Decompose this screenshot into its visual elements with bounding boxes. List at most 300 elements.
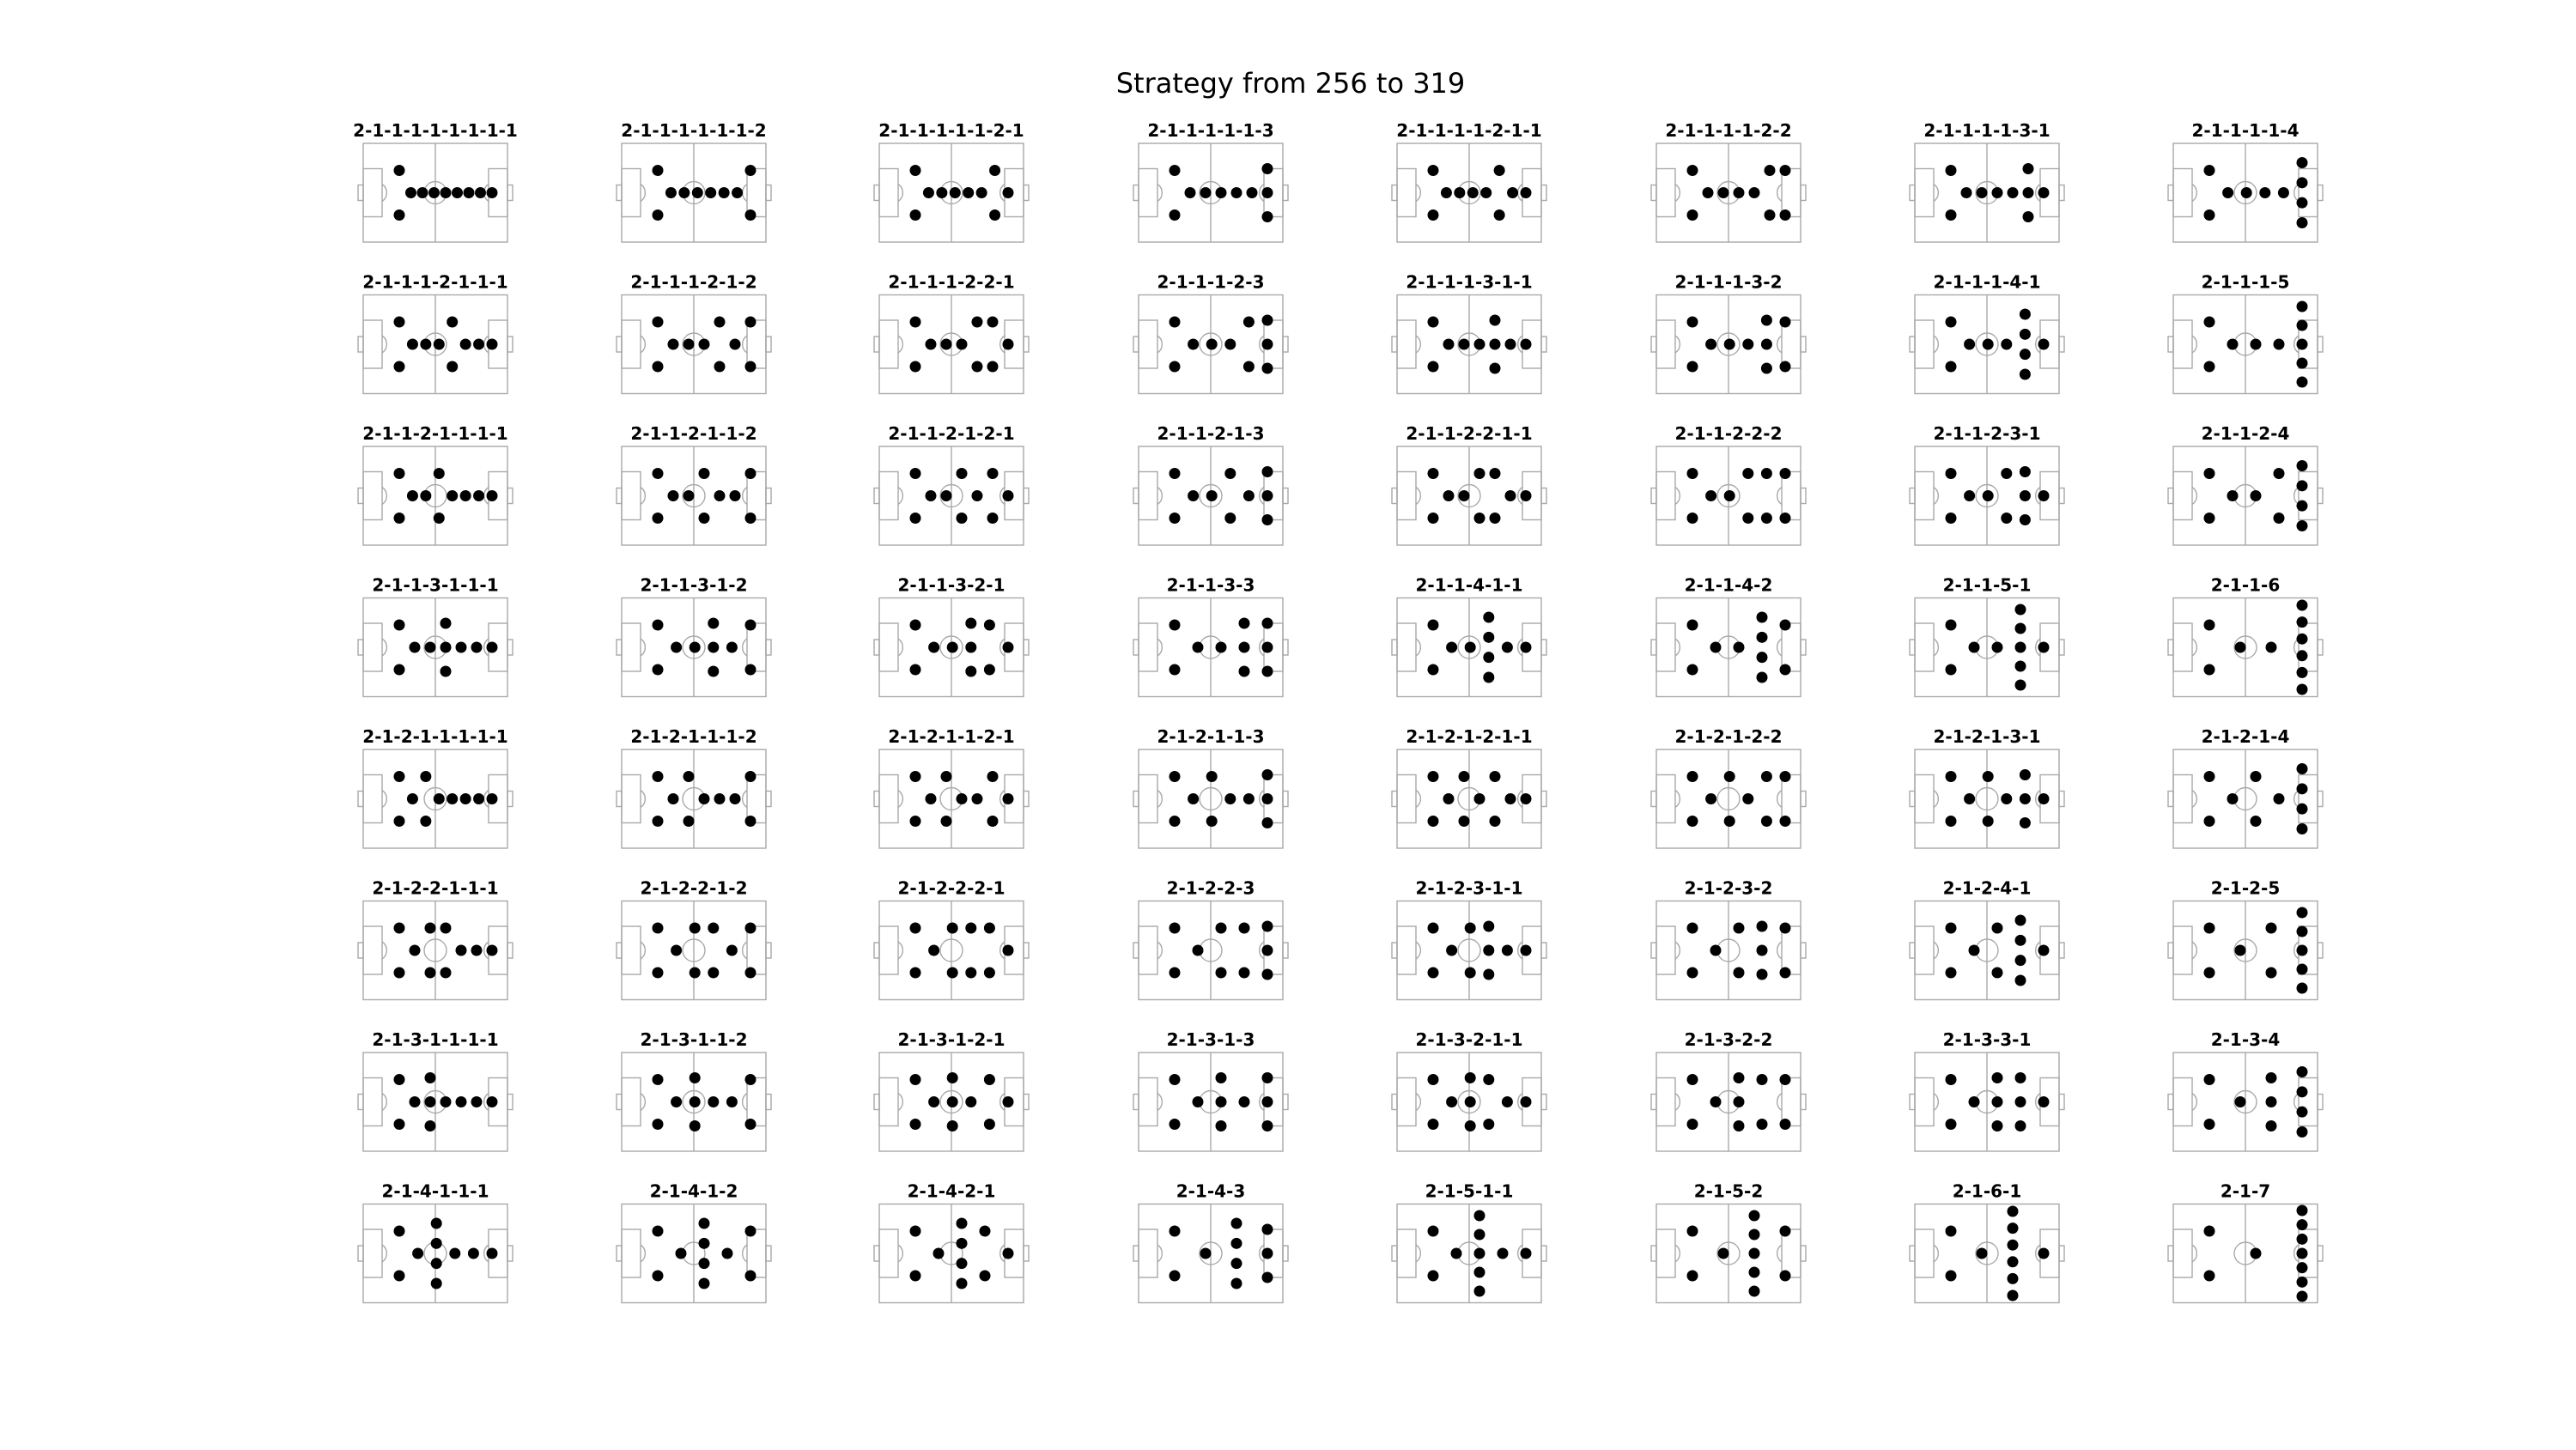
player-marker [394, 620, 405, 631]
player-marker [1170, 468, 1181, 479]
player-marker [745, 317, 756, 328]
player-marker [1262, 1224, 1273, 1235]
player-marker [1170, 317, 1181, 328]
player-marker [431, 1238, 442, 1249]
player-marker [745, 968, 756, 979]
player-marker [1446, 945, 1457, 956]
player-marker [1757, 1074, 1768, 1085]
formation-label: 2-1-2-1-1-1-1-1 [362, 726, 508, 747]
player-marker [1761, 315, 1772, 326]
player-marker [963, 187, 974, 198]
player-marker [683, 490, 695, 501]
player-marker [2297, 684, 2308, 695]
player-marker [1490, 315, 1501, 326]
player-marker [1749, 1229, 1760, 1241]
player-marker [471, 945, 483, 956]
player-marker [923, 187, 934, 198]
formation-label: 2-1-2-1-4 [2201, 726, 2290, 747]
player-marker [1734, 187, 1745, 198]
player-marker [1170, 1119, 1181, 1130]
player-marker [1992, 187, 2003, 198]
player-marker [699, 468, 710, 479]
player-marker [1749, 1267, 1760, 1278]
formation-label: 2-1-1-3-1-2 [640, 574, 748, 596]
formation-label: 2-1-1-2-1-1-1-1 [362, 423, 508, 444]
player-marker [1483, 945, 1494, 956]
player-marker [1454, 187, 1465, 198]
player-marker [394, 816, 405, 827]
player-marker [1239, 968, 1250, 979]
player-marker [1749, 187, 1760, 198]
player-marker [1243, 490, 1255, 501]
player-marker [965, 923, 976, 934]
formation-label: 2-1-1-1-2-1-1-1 [362, 271, 508, 293]
player-marker [730, 339, 741, 350]
player-marker [1687, 664, 1698, 676]
player-marker [410, 642, 421, 653]
player-marker [2020, 466, 2031, 477]
player-marker [2015, 604, 2026, 616]
player-marker [487, 945, 498, 956]
player-marker [2297, 983, 2308, 994]
player-marker [2297, 945, 2308, 956]
player-marker [2020, 817, 2031, 828]
player-marker [1428, 1074, 1439, 1085]
player-marker [1428, 317, 1439, 328]
player-marker [1718, 187, 1729, 198]
player-marker [1780, 923, 1791, 934]
formation-label: 2-1-2-2-1-1-1 [372, 877, 499, 899]
player-marker [2038, 793, 2050, 804]
player-marker [447, 317, 458, 328]
formation-label: 2-1-2-2-2-1 [897, 877, 1005, 899]
player-marker [1170, 923, 1181, 934]
player-marker [1983, 771, 1994, 782]
player-marker [1170, 664, 1181, 676]
player-marker [1262, 921, 1273, 932]
player-marker [1490, 771, 1501, 782]
player-marker [1459, 771, 1470, 782]
player-marker [1243, 317, 1255, 328]
player-marker [2266, 642, 2277, 653]
formation-label: 2-1-1-1-4-1 [1933, 271, 2041, 293]
player-marker [394, 513, 405, 524]
player-marker [1216, 968, 1227, 979]
player-marker [1742, 793, 1753, 804]
formation-label: 2-1-1-4-2 [1684, 574, 1773, 596]
player-marker [1703, 187, 1714, 198]
player-marker [2297, 1107, 2308, 1118]
player-marker [2008, 1206, 2019, 1217]
player-marker [1505, 339, 1516, 350]
player-marker [947, 1120, 958, 1131]
player-marker [653, 1074, 664, 1085]
player-marker [2297, 667, 2308, 678]
player-marker [1946, 209, 1957, 221]
player-marker [1262, 187, 1273, 198]
formation-label: 2-1-1-2-3-1 [1933, 423, 2041, 444]
player-marker [487, 642, 498, 653]
player-marker [2008, 1222, 2019, 1234]
player-marker [2241, 187, 2252, 198]
player-marker [1521, 1096, 1532, 1107]
player-marker [456, 642, 467, 653]
player-marker [1946, 165, 1957, 176]
player-marker [2001, 339, 2012, 350]
player-marker [1687, 968, 1698, 979]
player-marker [699, 1238, 710, 1249]
player-marker [699, 339, 710, 350]
player-marker [1483, 612, 1494, 623]
player-marker [1494, 209, 1505, 221]
player-marker [420, 771, 431, 782]
player-marker [2204, 1271, 2215, 1282]
formation-label: 2-1-3-3-1 [1942, 1029, 2032, 1050]
player-marker [941, 490, 952, 501]
player-marker [708, 666, 719, 677]
player-marker [2023, 187, 2034, 198]
player-marker [1687, 816, 1698, 827]
player-marker [1490, 816, 1501, 827]
player-marker [2259, 187, 2270, 198]
player-marker [1742, 513, 1753, 524]
player-marker [447, 490, 458, 501]
formation-label: 2-1-3-2-2 [1684, 1029, 1773, 1050]
player-marker [1193, 945, 1204, 956]
player-marker [1705, 793, 1716, 804]
player-marker [2274, 339, 2285, 350]
player-marker [440, 618, 452, 629]
player-marker [1687, 1119, 1698, 1130]
player-marker [910, 771, 921, 782]
formation-label: 2-1-2-5 [2210, 877, 2281, 899]
formation-label: 2-1-2-3-1-1 [1415, 877, 1523, 899]
player-marker [1977, 1248, 1988, 1259]
player-marker [1705, 339, 1716, 350]
player-marker [2015, 661, 2026, 672]
formation-label: 2-1-3-2-1-1 [1415, 1029, 1523, 1050]
player-marker [745, 361, 756, 373]
player-marker [460, 490, 471, 501]
player-marker [2020, 769, 2031, 780]
player-marker [452, 187, 463, 198]
player-marker [987, 317, 999, 328]
formation-label: 2-1-2-1-2-2 [1674, 726, 1783, 747]
player-marker [2297, 217, 2308, 228]
player-marker [2204, 361, 2215, 373]
player-marker [1428, 816, 1439, 827]
player-marker [1262, 642, 1273, 653]
player-marker [1428, 513, 1439, 524]
player-marker [730, 490, 741, 501]
player-marker [683, 339, 695, 350]
player-marker [1231, 1278, 1242, 1289]
player-marker [957, 513, 968, 524]
player-marker [1734, 1120, 1745, 1131]
formation-label: 2-1-2-2-1-2 [640, 877, 748, 899]
player-marker [972, 793, 983, 804]
player-marker [950, 187, 961, 198]
player-marker [957, 1218, 968, 1229]
formation-label: 2-1-4-1-2 [649, 1180, 738, 1202]
player-marker [1239, 923, 1250, 934]
player-marker [987, 513, 999, 524]
player-marker [1239, 618, 1250, 629]
player-marker [2020, 309, 2031, 320]
player-marker [692, 187, 703, 198]
player-marker [1734, 1072, 1745, 1083]
player-marker [1474, 468, 1485, 479]
player-marker [957, 339, 968, 350]
player-marker [714, 361, 726, 373]
player-marker [2297, 964, 2308, 975]
player-marker [1687, 771, 1698, 782]
player-marker [1765, 209, 1776, 221]
player-marker [1247, 187, 1258, 198]
player-marker [1761, 363, 1772, 374]
player-marker [1964, 339, 1975, 350]
player-marker [947, 642, 958, 653]
player-marker [1474, 793, 1485, 804]
player-marker [410, 945, 421, 956]
player-marker [487, 1248, 498, 1259]
player-marker [984, 620, 995, 631]
player-marker [1710, 1096, 1722, 1107]
player-marker [1231, 187, 1242, 198]
player-marker [1224, 513, 1236, 524]
player-marker [2266, 1120, 2277, 1131]
player-marker [1687, 923, 1698, 934]
player-marker [1780, 1119, 1791, 1130]
player-marker [1687, 1074, 1698, 1085]
player-marker [1964, 490, 1975, 501]
player-marker [1765, 165, 1776, 176]
player-marker [473, 339, 484, 350]
formation-label: 2-1-1-1-2-2-1 [888, 271, 1015, 293]
player-marker [1428, 771, 1439, 782]
player-marker [910, 968, 921, 979]
player-marker [1780, 513, 1791, 524]
player-marker [928, 642, 939, 653]
player-marker [2204, 620, 2215, 631]
player-marker [699, 1258, 710, 1269]
player-marker [989, 165, 1000, 176]
player-marker [1170, 361, 1181, 373]
player-marker [745, 209, 756, 221]
player-marker [1761, 468, 1772, 479]
player-marker [726, 642, 738, 653]
player-marker [2297, 480, 2308, 491]
player-marker [2251, 339, 2262, 350]
player-marker [1474, 1229, 1485, 1241]
player-marker [910, 361, 921, 373]
player-marker [980, 1271, 991, 1282]
player-marker [2297, 460, 2308, 471]
player-marker [1003, 490, 1014, 501]
player-marker [1170, 816, 1181, 827]
player-marker [2297, 804, 2308, 815]
player-marker [1780, 1226, 1791, 1237]
player-marker [468, 1248, 479, 1259]
figure-title: Strategy from 256 to 319 [1115, 67, 1466, 100]
player-marker [653, 165, 664, 176]
player-marker [2222, 187, 2233, 198]
player-marker [928, 1096, 939, 1107]
player-marker [732, 187, 743, 198]
player-marker [965, 666, 976, 677]
player-marker [1216, 1072, 1227, 1083]
player-marker [487, 339, 498, 350]
player-marker [2297, 1277, 2308, 1288]
player-marker [394, 968, 405, 979]
player-marker [653, 209, 664, 221]
player-marker [726, 1096, 738, 1107]
player-marker [1946, 513, 1957, 524]
player-marker [394, 468, 405, 479]
formation-label: 2-1-1-1-1-3-1 [1923, 120, 2050, 141]
player-marker [984, 968, 995, 979]
player-marker [1262, 363, 1273, 374]
player-marker [1749, 1286, 1760, 1297]
player-marker [1687, 620, 1698, 631]
player-marker [2038, 187, 2050, 198]
player-marker [1206, 339, 1218, 350]
player-marker [2038, 490, 2050, 501]
player-marker [394, 317, 405, 328]
player-marker [447, 793, 458, 804]
player-marker [2038, 339, 2050, 350]
player-marker [1742, 339, 1753, 350]
player-marker [2297, 320, 2308, 331]
player-marker [2266, 968, 2277, 979]
player-marker [910, 317, 921, 328]
player-marker [1946, 968, 1957, 979]
player-marker [1474, 1286, 1485, 1297]
player-marker [1946, 1226, 1957, 1237]
player-marker [1780, 317, 1791, 328]
player-marker [1239, 666, 1250, 677]
player-marker [2297, 1219, 2308, 1230]
player-marker [2015, 935, 2026, 946]
player-marker [2008, 1290, 2019, 1301]
player-marker [2297, 783, 2308, 794]
player-marker [1946, 816, 1957, 827]
player-marker [2204, 771, 2215, 782]
formation-label: 2-1-6-1 [1952, 1180, 2022, 1202]
formation-label: 2-1-1-1-5 [2201, 271, 2290, 293]
player-marker [676, 1248, 687, 1259]
player-marker [2204, 165, 2215, 176]
player-marker [2297, 616, 2308, 628]
player-marker [1474, 339, 1485, 350]
player-marker [428, 187, 440, 198]
player-marker [1780, 664, 1791, 676]
player-marker [1483, 652, 1494, 663]
player-marker [987, 771, 999, 782]
player-marker [2008, 1273, 2019, 1284]
player-marker [471, 1096, 483, 1107]
player-marker [1946, 771, 1957, 782]
player-marker [1946, 317, 1957, 328]
player-marker [984, 1119, 995, 1130]
player-marker [1757, 672, 1768, 683]
player-marker [425, 1120, 436, 1131]
player-marker [1724, 339, 1735, 350]
player-marker [668, 490, 679, 501]
player-marker [1003, 1248, 1014, 1259]
player-marker [653, 771, 664, 782]
player-marker [1780, 771, 1791, 782]
player-marker [714, 793, 726, 804]
player-marker [2251, 490, 2262, 501]
formation-label: 2-1-1-1-1-1-1-1-1 [353, 120, 518, 141]
player-marker [984, 664, 995, 676]
player-marker [2038, 642, 2050, 653]
player-marker [407, 793, 418, 804]
player-marker [2274, 468, 2285, 479]
player-marker [1262, 1248, 1273, 1259]
player-marker [690, 1072, 701, 1083]
player-marker [1262, 211, 1273, 222]
player-marker [1734, 923, 1745, 934]
player-marker [2227, 490, 2239, 501]
player-marker [1490, 339, 1501, 350]
player-marker [1428, 923, 1439, 934]
player-marker [1262, 490, 1273, 501]
player-marker [487, 187, 498, 198]
player-marker [1216, 1120, 1227, 1131]
player-marker [1734, 642, 1745, 653]
player-marker [473, 793, 484, 804]
player-marker [1262, 514, 1273, 525]
player-marker [1465, 1120, 1476, 1131]
player-marker [1428, 620, 1439, 631]
player-marker [440, 968, 452, 979]
player-marker [1977, 187, 1988, 198]
player-marker [1710, 642, 1722, 653]
player-marker [2251, 816, 2262, 827]
player-marker [2204, 968, 2215, 979]
player-marker [910, 165, 921, 176]
player-marker [1262, 315, 1273, 326]
player-marker [2235, 1096, 2246, 1107]
player-marker [714, 490, 726, 501]
player-marker [1946, 923, 1957, 934]
player-marker [434, 513, 445, 524]
player-marker [1687, 1226, 1698, 1237]
player-marker [1428, 165, 1439, 176]
player-marker [1992, 923, 2003, 934]
player-marker [1170, 968, 1181, 979]
player-marker [2297, 1086, 2308, 1097]
formation-label: 2-1-1-2-2-1-1 [1406, 423, 1533, 444]
player-marker [1467, 187, 1479, 198]
player-marker [475, 187, 486, 198]
player-marker [2015, 623, 2026, 634]
formation-label: 2-1-1-1-2-1-2 [630, 271, 757, 293]
player-marker [690, 923, 701, 934]
player-marker [668, 793, 679, 804]
formation-label: 2-1-2-4-1 [1942, 877, 2032, 899]
player-marker [460, 339, 471, 350]
player-marker [910, 923, 921, 934]
player-marker [1946, 1119, 1957, 1130]
player-marker [2297, 520, 2308, 531]
player-marker [1459, 339, 1470, 350]
player-marker [1969, 1096, 1980, 1107]
formation-label: 2-1-1-3-3 [1166, 574, 1255, 596]
player-marker [1946, 664, 1957, 676]
